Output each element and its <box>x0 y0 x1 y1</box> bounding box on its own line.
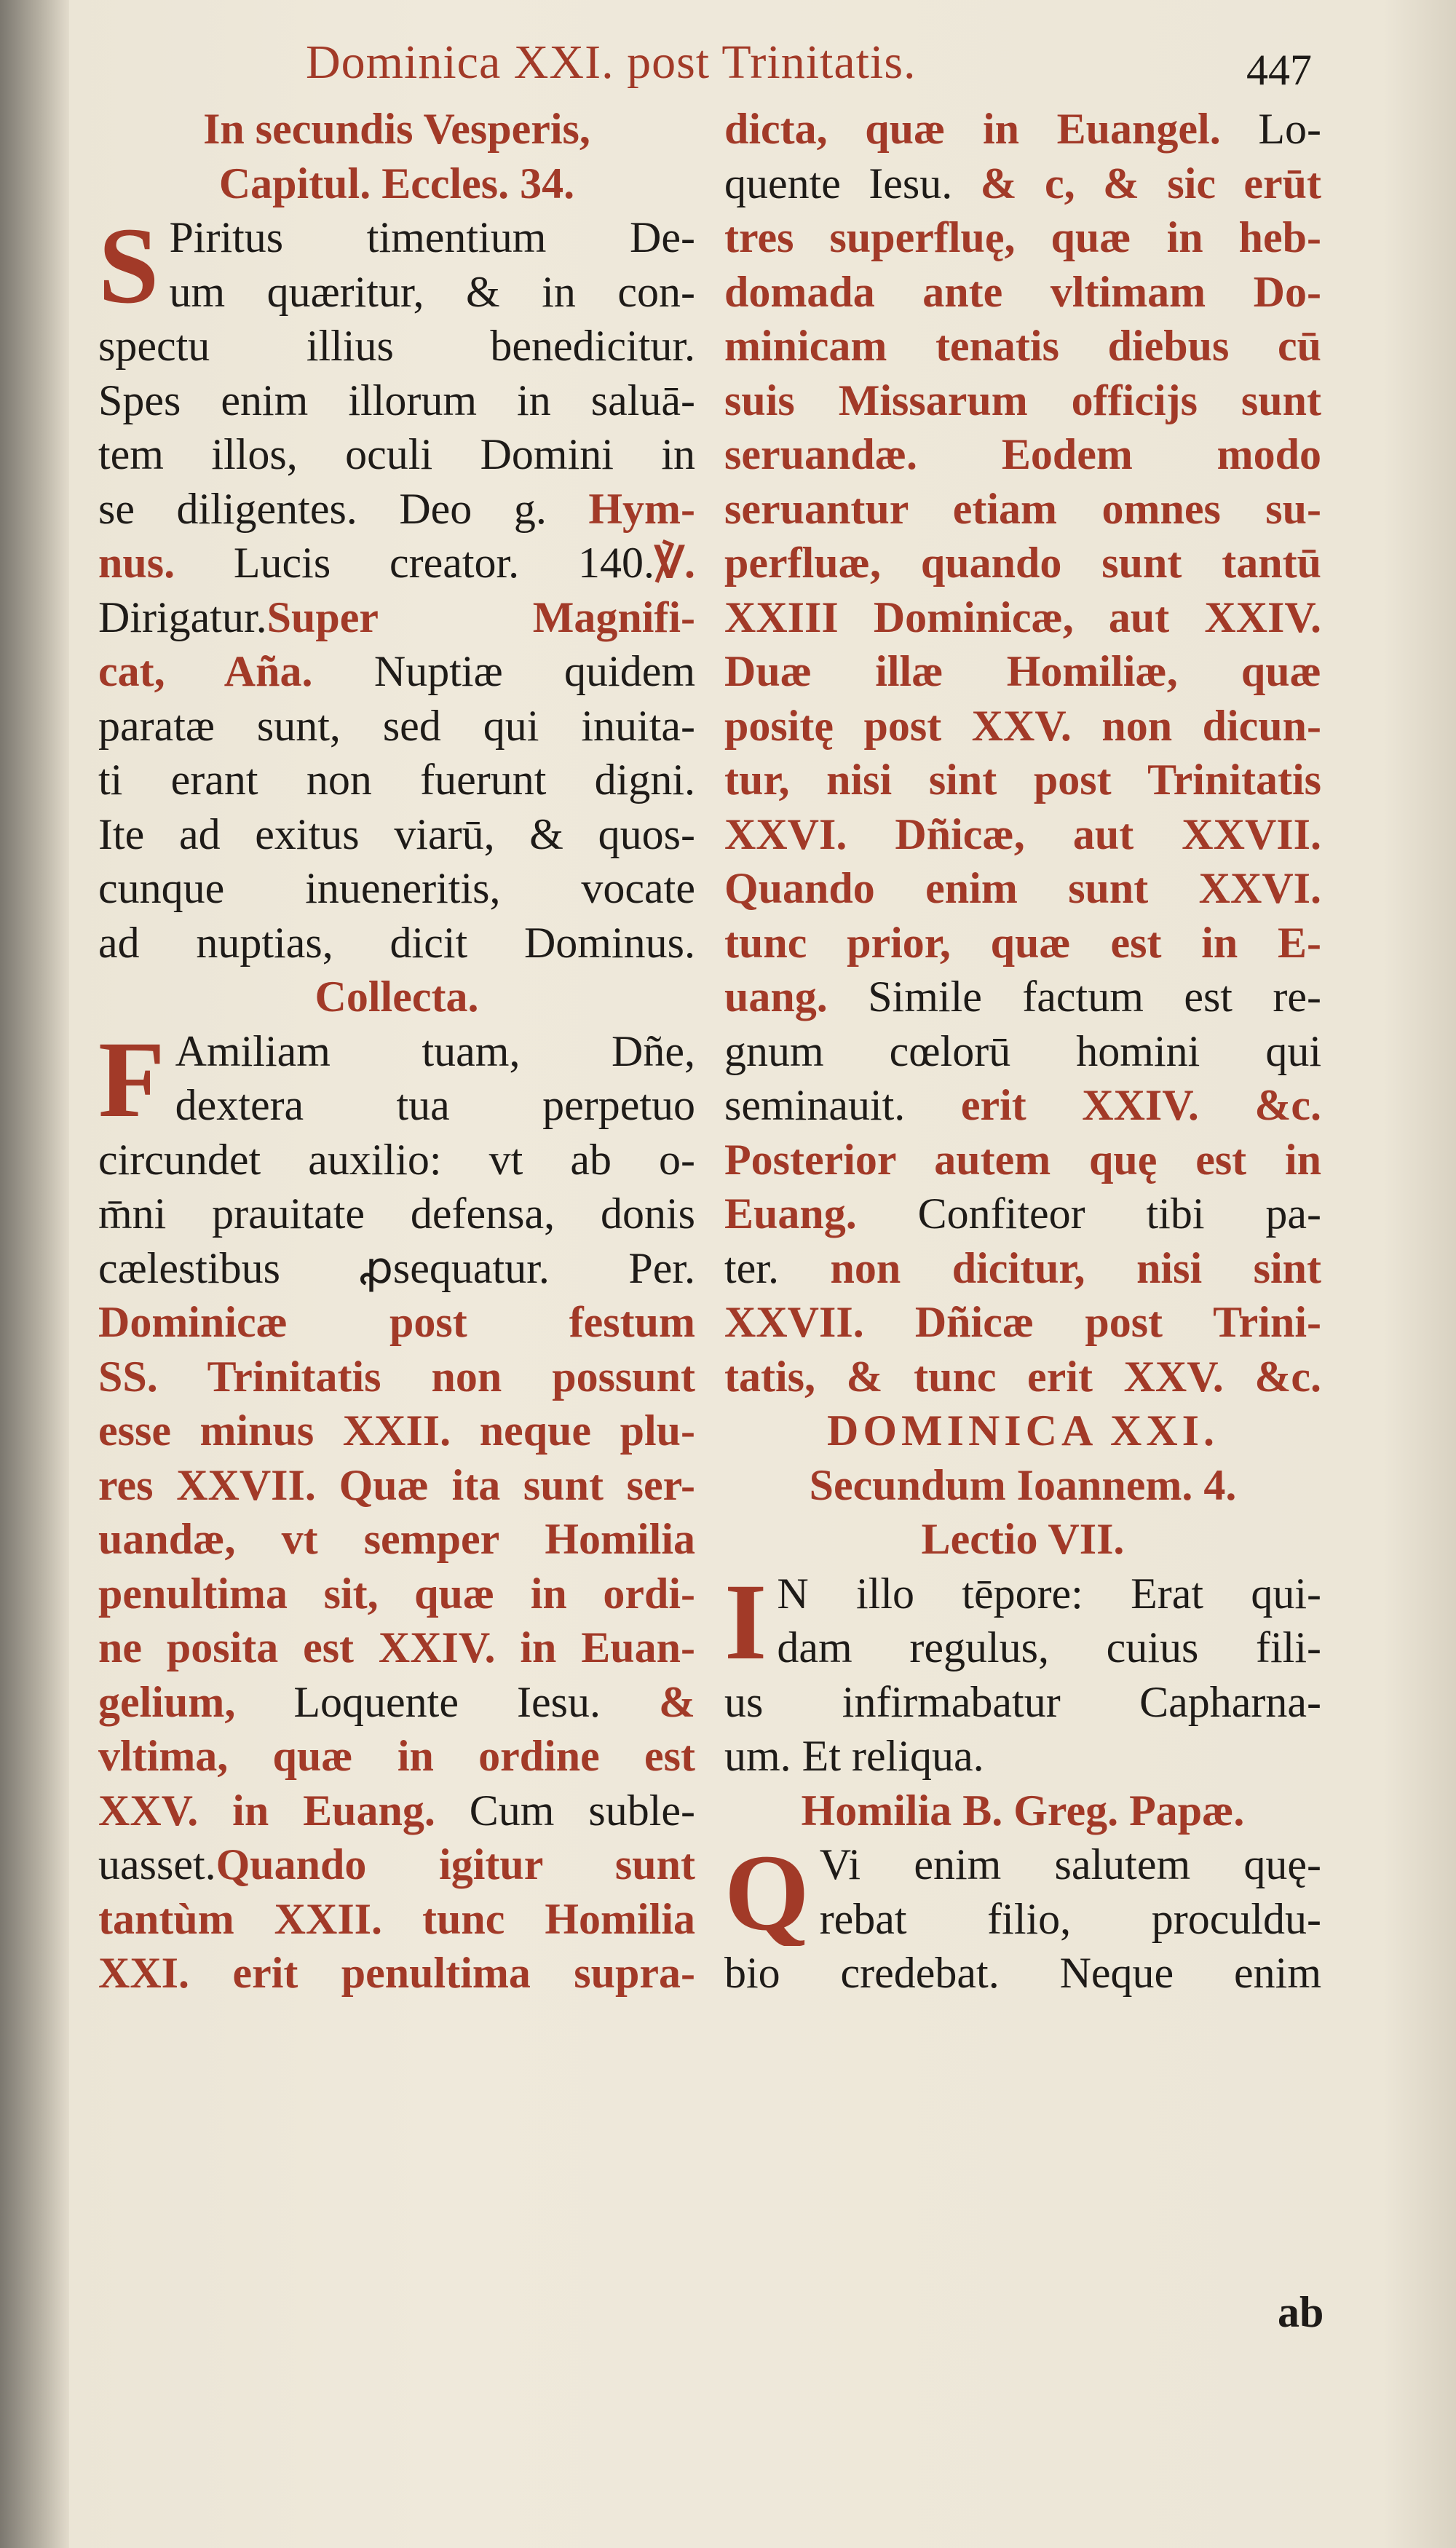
magnificat-rubric: Super Magnifi- <box>266 593 695 641</box>
rubric-line: seruantur etiam omnes su- <box>724 484 1321 533</box>
hymn-title: Lucis creator. 140. <box>233 539 654 587</box>
vespers-heading: In secundis Vesperis, <box>203 105 590 153</box>
antiphon-line: ad nuptias, dicit Dominus. <box>98 918 695 967</box>
lectio-heading: Lectio VII. <box>921 1515 1125 1563</box>
cum-suble: Cum suble- <box>469 1786 695 1835</box>
euang: Euang. <box>724 1190 857 1238</box>
rubric-line: XXIII Dominicæ, aut XXIV. <box>724 593 1321 641</box>
rubric-line: tatis, & tunc erit XXV. &c. <box>724 1352 1321 1401</box>
antiphon-start: Nuptiæ quidem <box>373 647 696 695</box>
antiphon-line: Ite ad exitus viarū, & quos- <box>98 810 695 858</box>
dirigatur: Dirigatur. <box>98 593 267 641</box>
right-column <box>724 102 1321 2001</box>
antiphon-line: paratæ sunt, sed qui inuita- <box>98 701 695 750</box>
gospel-line: gnum cœlorū homini qui <box>724 1026 1321 1075</box>
uang: uang. <box>724 973 828 1021</box>
seminauit: seminauit. <box>724 1081 906 1129</box>
chapter-line: Spes enim illorum in saluā- <box>98 376 695 424</box>
collecta-line: m̄ni prauitate defensa, donis <box>98 1190 695 1238</box>
rubric-line: XXVII. Dñicæ post Trini- <box>724 1298 1321 1346</box>
rubric-line <box>724 102 1321 157</box>
secundum-heading: Secundum Ioannem. 4. <box>809 1460 1237 1509</box>
rubric-line: penultima sit, quæ in ordi- <box>98 1569 695 1618</box>
rubric-line: perfluæ, quando sunt tantū <box>724 539 1321 587</box>
rubric-line <box>724 1241 1321 1296</box>
rubric-line: esse minus XXII. neque plu- <box>98 1406 695 1455</box>
rubric-line: Dominicæ post festum <box>98 1298 695 1346</box>
collecta-line: circundet auxilio: vt ab o- <box>98 1135 695 1184</box>
chapter-heading: Capitul. Eccles. 34. <box>218 159 575 207</box>
rubric-line: ne posita est XXIV. in Euan- <box>98 1623 695 1671</box>
antiphon-line: ti erant non fuerunt digni. <box>98 756 695 804</box>
rubric-line <box>724 970 1321 1024</box>
rubric-line: tunc prior, quæ est in E- <box>724 918 1321 967</box>
homilia-initial: Q <box>724 1837 810 1946</box>
lectio-line: um. Et reliqua. <box>724 1732 984 1780</box>
collecta-paragraph <box>98 1024 695 1133</box>
antiphon-rubric: cat, Aña. <box>98 647 313 695</box>
rubric-line: suis Missarum officijs sunt <box>724 376 1321 424</box>
collecta-line: cælestibus ꝓsequatur. Per. <box>98 1243 695 1292</box>
rubric-line: Duæ illæ Homiliæ, quæ <box>724 647 1321 695</box>
collecta-heading: Collecta. <box>314 973 479 1021</box>
dirigatur-line <box>98 590 695 645</box>
rubric-line: minicam tenatis diebus cū <box>724 322 1321 370</box>
lectio-initial: I <box>724 1566 767 1675</box>
catchword: ab <box>1278 2288 1324 2336</box>
etc: & c, & sic erūt <box>980 159 1321 207</box>
rubric-line: seruandæ. Eodem modo <box>724 430 1321 478</box>
rubric-line <box>724 1187 1321 1241</box>
rubric-line: tur, nisi sint post Trinitatis <box>724 756 1321 804</box>
running-title: Dominica XXI. post Trinitatis. <box>306 36 917 89</box>
versicle-sign: ℣. <box>654 539 695 587</box>
left-column <box>98 102 695 2001</box>
chapter-initial: S <box>98 210 159 319</box>
rubric-line: positę post XXV. non dicun- <box>724 701 1321 750</box>
hymn-rubric-cont: nus. <box>98 539 175 587</box>
deo-gratias: se diligentes. Deo g. <box>98 484 547 533</box>
erit-xxiv: erit XXIV. &c. <box>960 1081 1321 1129</box>
chapter-paragraph <box>98 210 695 319</box>
page-number: 447 <box>1246 46 1312 94</box>
lectio-line: N illo tēpore: Erat qui- <box>777 1569 1321 1618</box>
lectio-paragraph <box>724 1567 1321 1675</box>
rubric-res: res XXVII. <box>98 1460 316 1509</box>
quente: quente Iesu. <box>724 159 953 207</box>
xxv-euang: XXV. in Euang. <box>98 1786 435 1835</box>
rubric-line <box>724 157 1321 211</box>
collecta-line: dextera tua perpetuo <box>175 1081 695 1129</box>
rubric-line <box>98 1458 695 1513</box>
rubric-line: Quando enim sunt XXVI. <box>724 864 1321 912</box>
loquente: Loquente Iesu. <box>293 1677 601 1726</box>
lo: Lo- <box>1258 105 1321 153</box>
chapter-line: tem illos, oculi Domini in <box>98 430 695 478</box>
book-gutter <box>0 0 69 2548</box>
confiteor: Confiteor tibi pa- <box>917 1190 1321 1238</box>
gospel-line <box>724 1078 1321 1133</box>
antiphon-line: cunque inueneritis, vocate <box>98 864 695 912</box>
gelium: gelium, <box>98 1677 236 1726</box>
collecta-initial: F <box>98 1024 165 1133</box>
homilia-line: rebat filio, proculdu- <box>819 1894 1321 1943</box>
ampersand: & <box>659 1677 695 1726</box>
rubric-line <box>98 1784 695 1838</box>
rubric-line: domada ante vltimam Do- <box>724 267 1321 316</box>
uasset: uasset. <box>98 1840 216 1888</box>
rubric-line: tres superfluę, quæ in heb- <box>724 213 1321 261</box>
rubric-line: XXI. erit penultima supra- <box>98 1949 695 1997</box>
homilia-line: Vi enim salutem quę- <box>819 1840 1321 1888</box>
lectio-line: dam regulus, cuius fili- <box>777 1623 1321 1671</box>
antiphon-line <box>98 644 695 699</box>
rubric-line <box>98 1675 695 1730</box>
quando-igitur: Quando igitur sunt <box>215 1840 695 1888</box>
lectio-line: us infirmabatur Capharna- <box>724 1677 1321 1726</box>
rubric-quae: Quæ ita sunt ser- <box>339 1460 696 1509</box>
homilia-paragraph <box>724 1837 1321 1946</box>
rubric-line <box>98 1837 695 1892</box>
rubric-line: vltima, quæ in ordine est <box>98 1732 695 1780</box>
collecta-line: Amiliam tuam, Dñe, <box>175 1026 695 1075</box>
chapter-line: Piritus timentium De- <box>169 213 695 261</box>
chapter-line-6 <box>98 482 695 537</box>
chapter-line: um quæritur, & in con- <box>169 267 695 316</box>
simile: Simile factum est re- <box>868 973 1321 1021</box>
dominica-heading: DOMINICA XXI. <box>826 1406 1219 1455</box>
rubric-line: uandæ, vt semper Homilia <box>98 1515 695 1563</box>
rubric-line: SS. Trinitatis non possunt <box>98 1352 695 1401</box>
rubric-line: tantùm XXII. tunc Homilia <box>98 1894 695 1943</box>
rubric-line: XXVI. Dñicæ, aut XXVII. <box>724 810 1321 858</box>
homilia-heading: Homilia B. Greg. Papæ. <box>801 1786 1245 1835</box>
non-dicitur: non dicitur, nisi sint <box>830 1243 1322 1292</box>
chapter-line: spectu illius benedicitur. <box>98 322 695 370</box>
ter: ter. <box>724 1243 779 1292</box>
hymn-rubric: Hym- <box>588 484 695 533</box>
hymn-line <box>98 536 695 590</box>
dicta: dicta, quæ in Euangel. <box>724 105 1221 153</box>
homilia-line: bio credebat. Neque enim <box>724 1949 1321 1997</box>
rubric-line: Posterior autem quę est in <box>724 1135 1321 1184</box>
